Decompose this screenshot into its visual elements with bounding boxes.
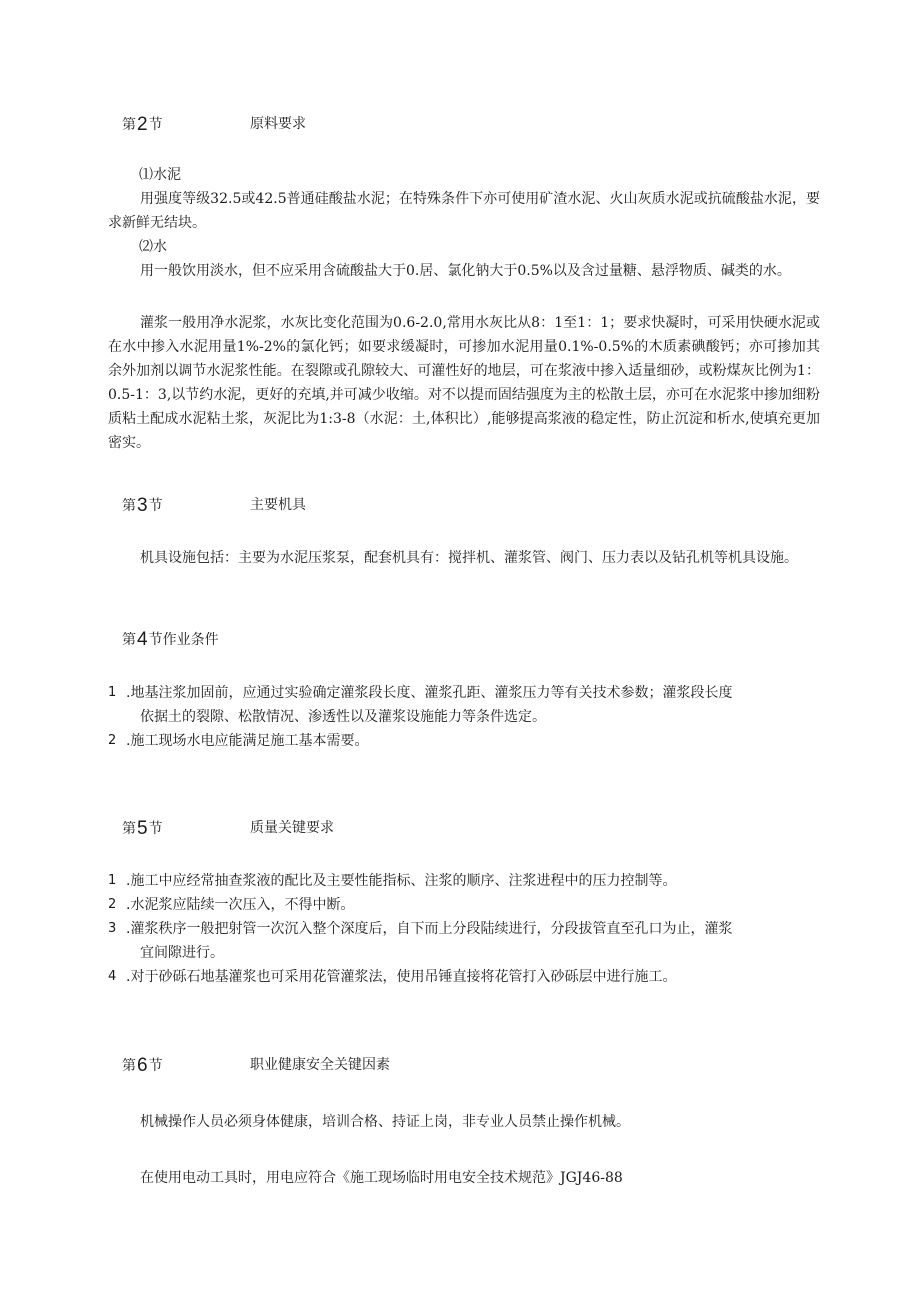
list-index: 3 xyxy=(108,921,117,936)
list-item xyxy=(108,893,820,917)
section-prefix: 第 xyxy=(122,821,136,837)
list-item xyxy=(108,681,820,729)
subsection-water-text: 用一般饮用淡水，但不应采用含硫酸盐大于0.居、氯化钠大于0.5%以及含过量糖、悬浮物质、碱类的水。 xyxy=(140,263,791,279)
list-item xyxy=(108,869,820,893)
section-prefix: 第 xyxy=(122,632,136,648)
section-3-heading xyxy=(122,494,163,516)
section-title: 作业条件 xyxy=(162,632,219,648)
list-line: .地基注浆加固前，应通过实验确定灌浆段长度、灌浆孔距、灌浆压力等有关技术参数；灌浆段长度 xyxy=(126,685,733,701)
list-item xyxy=(108,917,820,965)
subsection-cement-text: 用强度等级32.5或42.5普通硅酸盐水泥；在特殊条件下亦可使用矿渣水泥、火山灰质水泥或抗硫酸盐水泥，要求新鲜无结块。 xyxy=(108,191,820,231)
section-suffix: 节 xyxy=(148,632,163,648)
section-prefix: 第 xyxy=(122,117,136,133)
list-item xyxy=(108,729,820,753)
section-number: 3 xyxy=(137,495,148,516)
subsection-water-label: ⑵水 xyxy=(139,239,167,255)
section-prefix: 第 xyxy=(122,498,136,514)
section-suffix: 节 xyxy=(148,1058,163,1074)
section-prefix: 第 xyxy=(122,1058,136,1074)
section-5-title: 质量关键要求 xyxy=(250,820,334,836)
list-item xyxy=(108,965,820,989)
section-suffix: 节 xyxy=(148,821,163,837)
section-6-paragraph-2: 在使用电动工具时，用电应符合《施工现场临时用电安全技术规范》JGJ46-88 xyxy=(140,1170,623,1186)
section-3-title: 主要机具 xyxy=(250,497,306,513)
list-line: .施工现场水电应能满足施工基本需要。 xyxy=(126,733,369,749)
section-suffix: 节 xyxy=(148,498,163,514)
list-line: .水泥浆应陆续一次压入，不得中断。 xyxy=(126,897,355,913)
list-index: 4 xyxy=(108,969,117,984)
section-number: 4 xyxy=(137,629,148,650)
list-index: 2 xyxy=(108,733,117,748)
list-line-continued: 依据土的裂隙、松散情况、渗透性以及灌浆设施能力等条件选定。 xyxy=(140,709,546,725)
section-6-heading xyxy=(122,1054,163,1076)
section-number: 5 xyxy=(137,818,148,839)
list-line: .对于砂砾石地基灌浆也可采用花管灌浆法，使用吊锤直接将花管打入砂砾层中进行施工。 xyxy=(126,969,677,985)
section-2-title: 原料要求 xyxy=(250,116,306,132)
section-2-paragraph: 灌浆一般用净水泥浆，水灰比变化范围为0.6-2.0,常用水灰比从8：1至1：1；要求快凝时，可采用快硬水泥或在水中掺入水泥用量1%-2%的氯化钙；如要求缓凝时，可掺加水泥用量0.1%-0.5%的木质素碘酸钙；亦可掺加其余外加剂以调节水泥浆性能。在裂隙或孔隙较大、可灌性好的地层，可在浆液中掺入适量细砂，或粉煤灰比例为1：0.5-1：3,以节约水泥，更好的充填,并可减少收缩。对不以提而固结强度为主的松散土层，亦可在水泥浆中掺加细粉质粘土配成水泥粘土浆，灰泥比为1:3-8（水泥：土,体积比）,能够提高浆液的稳定性，防止沉淀和析水,使填充更加密实。 xyxy=(108,315,820,451)
list-index: 2 xyxy=(108,897,117,912)
list-index: 1 xyxy=(108,685,117,700)
section-6-paragraph-1: 机械操作人员必须身体健康，培训合格、持证上岗，非专业人员禁止操作机械。 xyxy=(140,1114,630,1130)
list-index: 1 xyxy=(108,873,117,888)
list-line: .施工中应经常抽查浆液的配比及主要性能指标、注浆的顺序、注浆进程中的压力控制等。 xyxy=(126,873,677,889)
section-suffix: 节 xyxy=(148,117,163,133)
section-number: 2 xyxy=(137,114,148,135)
list-line: .灌浆秩序一般把射管一次沉入整个深度后，自下而上分段陆续进行，分段拔管直至孔口为止，灌浆 xyxy=(126,921,733,937)
subsection-cement-label: ⑴水泥 xyxy=(139,167,181,183)
list-line-continued: 宜间隙进行。 xyxy=(140,945,224,961)
section-6-title: 职业健康安全关键因素 xyxy=(250,1057,390,1073)
section-5-heading xyxy=(122,817,163,839)
section-number: 6 xyxy=(137,1055,148,1076)
section-4-heading xyxy=(122,628,219,650)
section-2-heading xyxy=(122,113,163,135)
section-3-paragraph: 机具设施包括：主要为水泥压浆泵，配套机具有：搅拌机、灌浆管、阀门、压力表以及钻孔机等机具设施。 xyxy=(140,550,798,566)
